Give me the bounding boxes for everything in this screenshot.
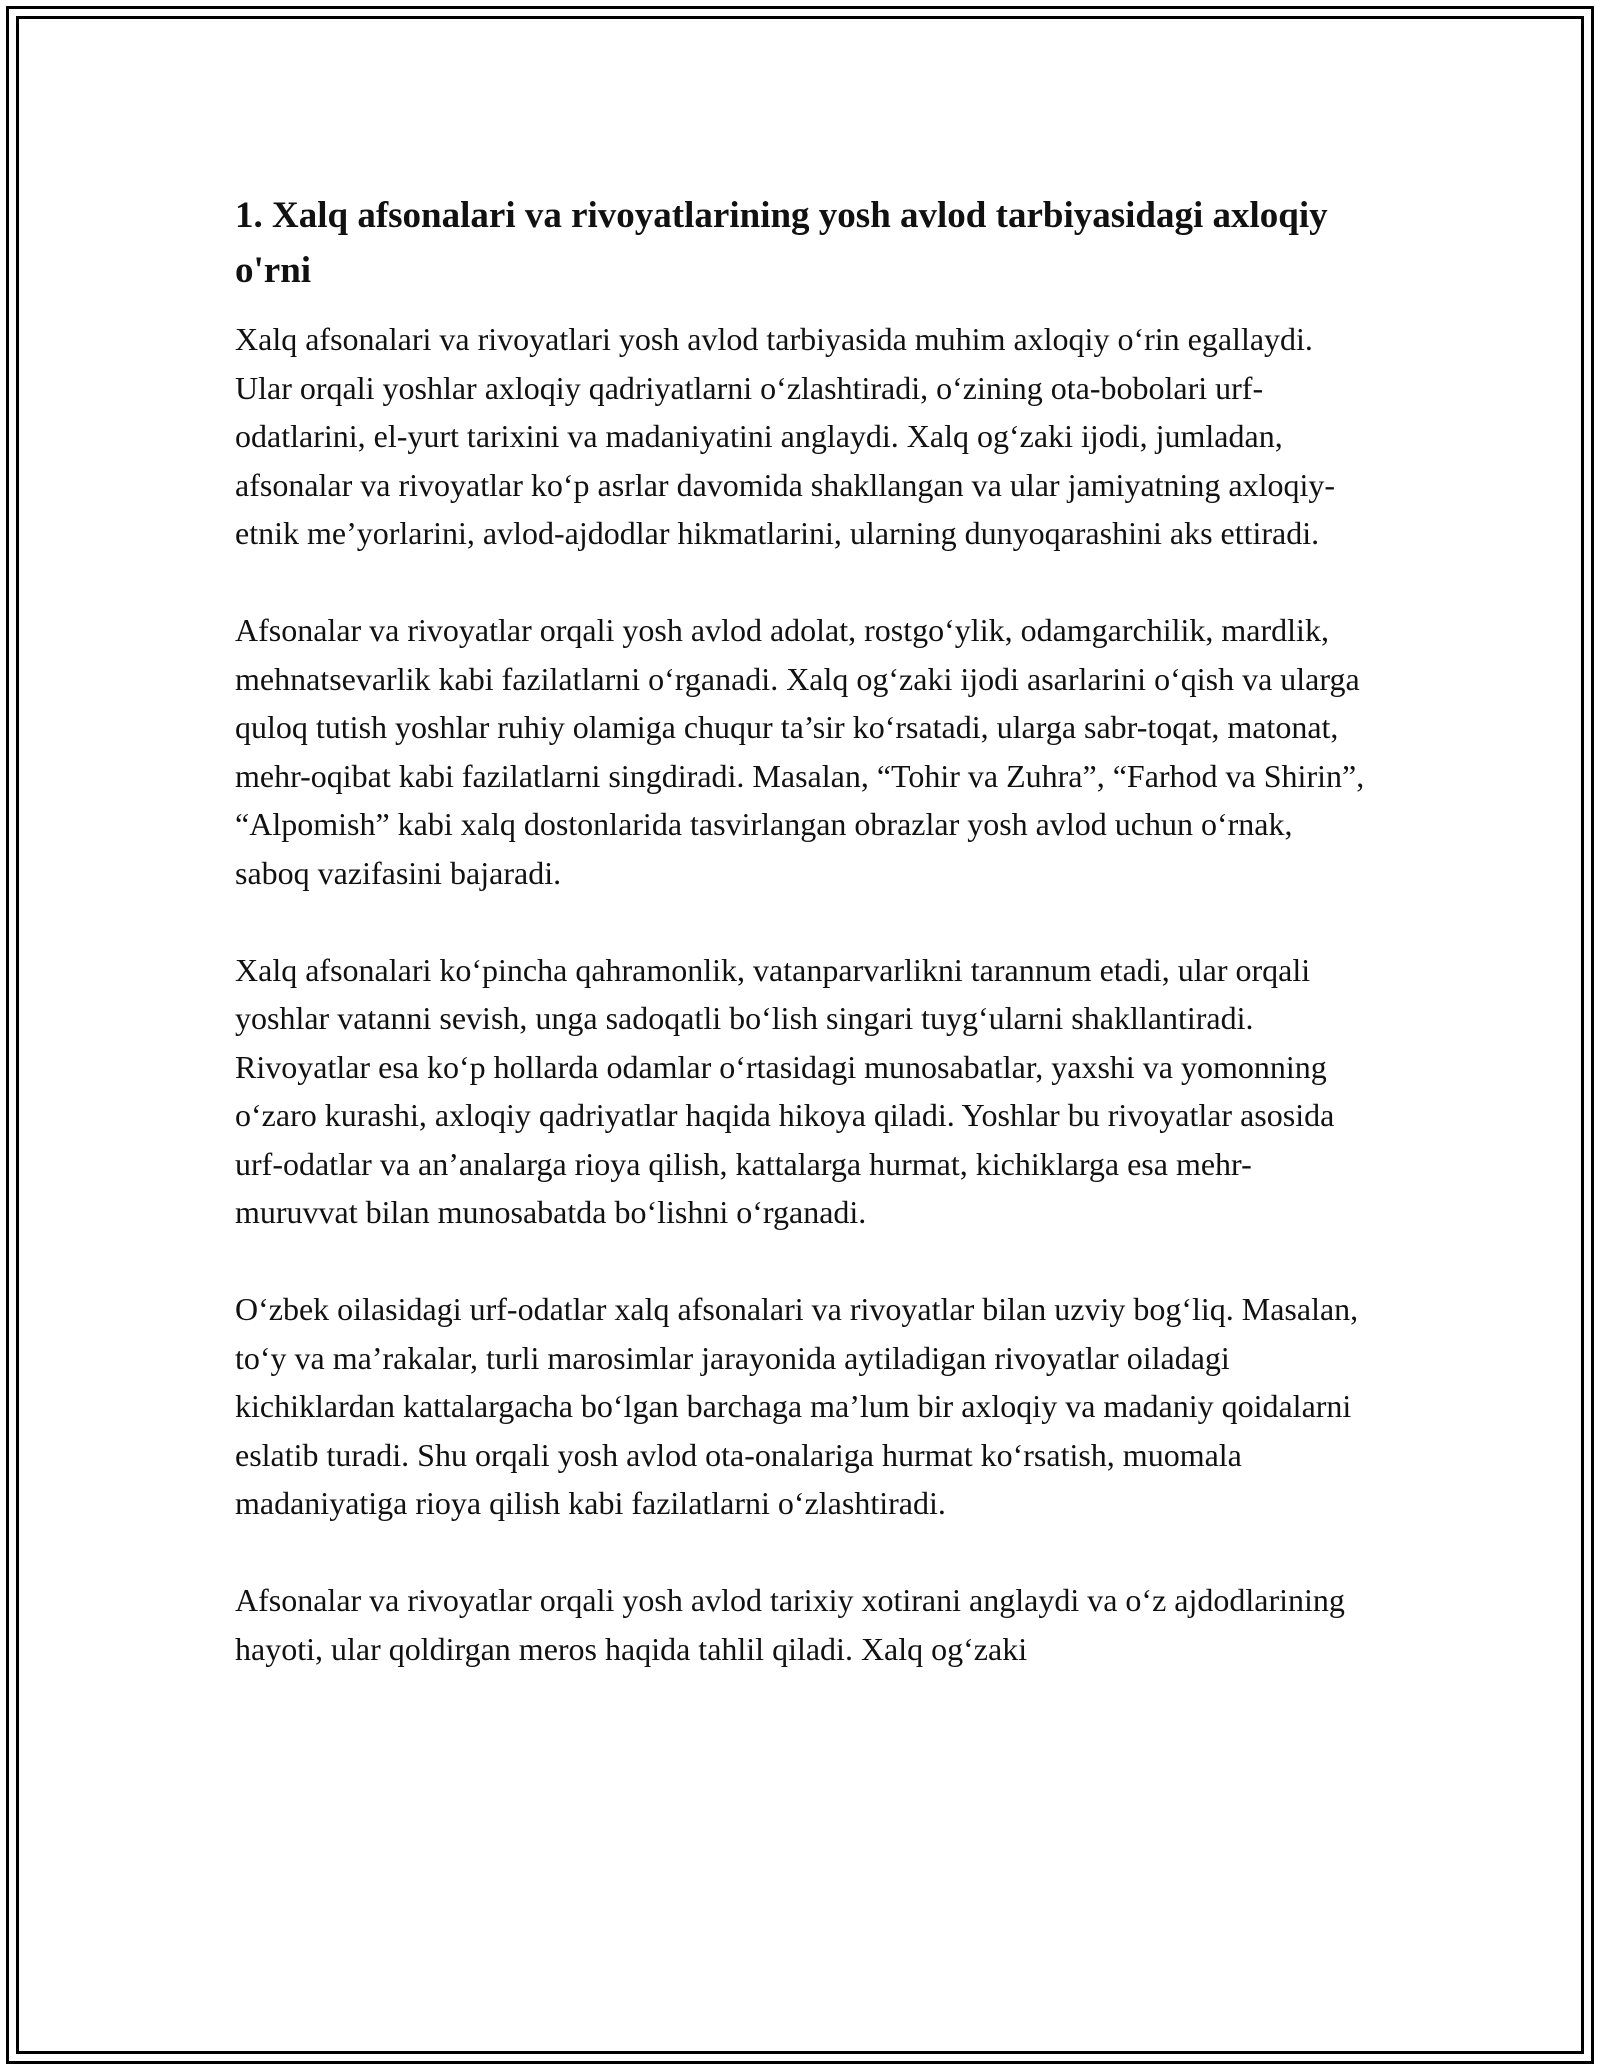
paragraph-3: Xalq afsonalari ko‘pincha qahramonlik, vatanparvarlikni tarannum etadi, ular orqali yoshlar vatanni sevish, unga sadoqatli bo‘lish singari tuyg‘ularni shakllantiradi. Rivoyatlar esa ko‘p hollarda odamlar o‘rtasidagi munosabatlar, yaxshi va yomonning o‘zaro kurashi, axloqiy qadriyatlar haqida hikoya qiladi. Yoshlar bu rivoyatlar asosida urf-odatlar va an’analarga rioya qilish, kattalarga hurmat, kichiklarga esa mehr-muruvvat bilan munosabatda bo‘lishni o‘rganadi. bbox=[235, 951, 1335, 1230]
document-body bbox=[235, 188, 1370, 1673]
paragraph-4: O‘zbek oilasidagi urf-odatlar xalq afsonalari va rivoyatlar bilan uzviy bog‘liq. Masalan, to‘y va ma’rakalar, turli marosimlar jarayonida aytiladigan rivoyatlar oiladagi kichiklardan kattalargacha bo‘lgan barchaga ma’lum bir axloqiy va madaniy qoidalarni eslatib turadi. Shu orqali yosh avlod ota-onalariga hurmat ko‘rsatish, muomala madaniyatiga rioya qilish kabi fazilatlarni o‘zlashtiradi. bbox=[235, 1291, 1359, 1521]
paragraph-2: Afsonalar va rivoyatlar orqali yosh avlod adolat, rostgo‘ylik, odamgarchilik, mardlik, mehnatsevarlik kabi fazilatlarni o‘rganadi. Xalq og‘zaki ijodi asarlarini o‘qish va ularga quloq tutish yoshlar ruhiy olamiga chuqur ta’sir ko‘rsatadi, ularga sabr-toqat, matonat, mehr-oqibat kabi fazilatlarni singdiradi. Masalan, “Tohir va Zuhra”, “Farhod va Shirin”, “Alpomish” kabi xalq dostonlarida tasvirlangan obrazlar yosh avlod uchun o‘rnak, saboq vazifasini bajaradi. bbox=[235, 612, 1365, 891]
paragraph-5: Afsonalar va rivoyatlar orqali yosh avlod tarixiy xotirani anglaydi va o‘z ajdodlarining hayoti, ular qoldirgan meros haqida tahlil qiladi. Xalq og‘zaki bbox=[235, 1582, 1345, 1667]
section-heading: 1. Xalq afsonalari va rivoyatlarining yosh avlod tarbiyasidagi axloqiy o'rni bbox=[235, 195, 1328, 291]
paragraph-1: Xalq afsonalari va rivoyatlari yosh avlod tarbiyasida muhim axloqiy o‘rin egallaydi. Ular orqali yoshlar axloqiy qadriyatlarni o‘zlashtiradi, o‘zining ota-bobolari urf-odatlarini, el-yurt tarixini va madaniyatini anglaydi. Xalq og‘zaki ijodi, jumladan, afsonalar va rivoyatlar ko‘p asrlar davomida shakllangan va ular jamiyatning axloqiy-etnik me’yorlarini, avlod-ajdodlar hikmatlarini, ularning dunyoqarashini aks ettiradi. bbox=[235, 321, 1336, 551]
